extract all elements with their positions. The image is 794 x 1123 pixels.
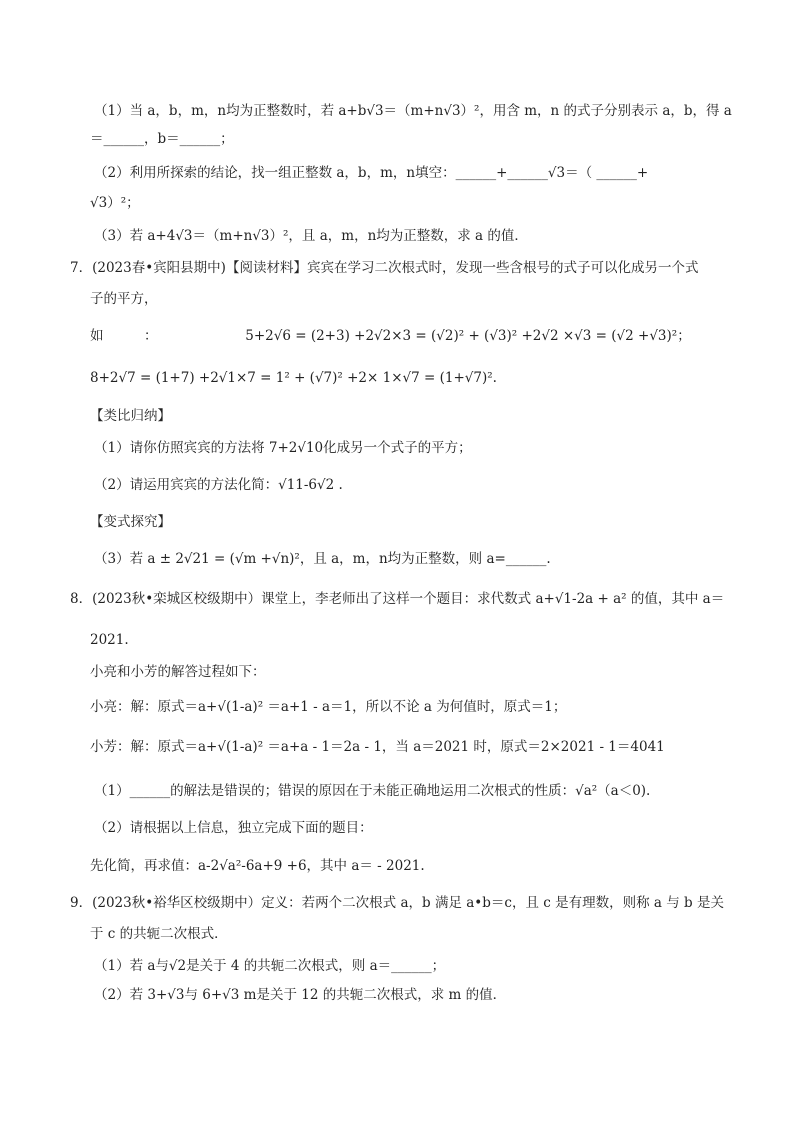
- text-line: （1）若 a与√2是关于 4 的共轭二次根式，则 a＝______；: [94, 958, 446, 974]
- text-line: （1）请你仿照宾宾的方法将 7+2√10化成另一个式子的平方；: [94, 440, 472, 456]
- text-line: 7．(2023春•宾阳县期中)【阅读材料】宾宾在学习二次根式时，发现一些含根号的式子可以化成另一个式: [70, 260, 699, 276]
- text-line: 于 c 的共轭二次根式．: [90, 926, 228, 942]
- text-line: 8+2√7 = (1+7) +2√1×7 = 1² + (√7)² +2× 1×√7 = (1+√7)².: [90, 370, 497, 386]
- text-line: 先化简，再求值：a-2√a²-6a+9 +6，其中 a＝ - 2021.: [90, 858, 425, 874]
- text-line: 小亮和小芳的解答过程如下：: [90, 664, 266, 680]
- text-line: （2）利用所探索的结论，找一组正整数 a，b，m，n填空：______+______√3＝（ ______+: [94, 165, 649, 181]
- text-line: （3）若 a ± 2√21 = (√m +√n)²，且 a，m，n均为正整数，则 a=______.: [94, 551, 551, 567]
- text-line: 2021.: [90, 632, 129, 648]
- text-line: 小亮：解：原式＝a+√(1-a)² ＝a+1 - a＝1，所以不论 a 为何值时，原式＝1；: [90, 699, 567, 715]
- text-line: （2）请根据以上信息，独立完成下面的题目：: [94, 820, 373, 836]
- text-line: （2）请运用宾宾的方法化简：√11-6√2 .: [94, 477, 343, 493]
- text-line: √3）²；: [90, 195, 140, 211]
- text-line: 【变式探究】: [90, 514, 171, 530]
- text-line: 【类比归纳】: [90, 408, 171, 424]
- text-line: 子的平方，: [90, 291, 158, 307]
- text-line: （2）若 3+√3与 6+√3 m是关于 12 的共轭二次根式，求 m 的值．: [94, 987, 507, 1003]
- text-line: ＝______，b＝______；: [90, 131, 234, 147]
- text-line: （1）当 a，b，m，n均为正整数时，若 a+b√3＝（m+n√3）²，用含 m，n 的式子分别表示 a，b，得 a: [94, 103, 732, 119]
- text-line: 9．(2023秋•裕华区校级期中）定义：若两个二次根式 a，b 满足 a•b＝c，且 c 是有理数，则称 a 与 b 是关: [70, 895, 724, 911]
- text-line: 小芳：解：原式＝a+√(1-a)² ＝a+a - 1＝2a - 1，当 a＝2021 时，原式＝2×2021 - 1＝4041: [90, 739, 665, 755]
- text-line: （1）______的解法是错误的；错误的原因在于未能正确地运用二次根式的性质：√a²（a＜0).: [94, 783, 651, 799]
- text-line: 8．(2023秋•栾城区校级期中）课堂上，李老师出了这样一个题目：求代数式 a+√1-2a + a² 的值，其中 a＝: [70, 591, 725, 607]
- text-line: 如 ： 5+2√6 = (2+3) +2√2×3 = (√2)² + (√3)² +2√2 ×√3 = (√2 +√3)²；: [90, 328, 691, 344]
- text-line: （3）若 a+4√3＝（m+n√3）²，且 a，m，n均为正整数，求 a 的值．: [94, 228, 528, 244]
